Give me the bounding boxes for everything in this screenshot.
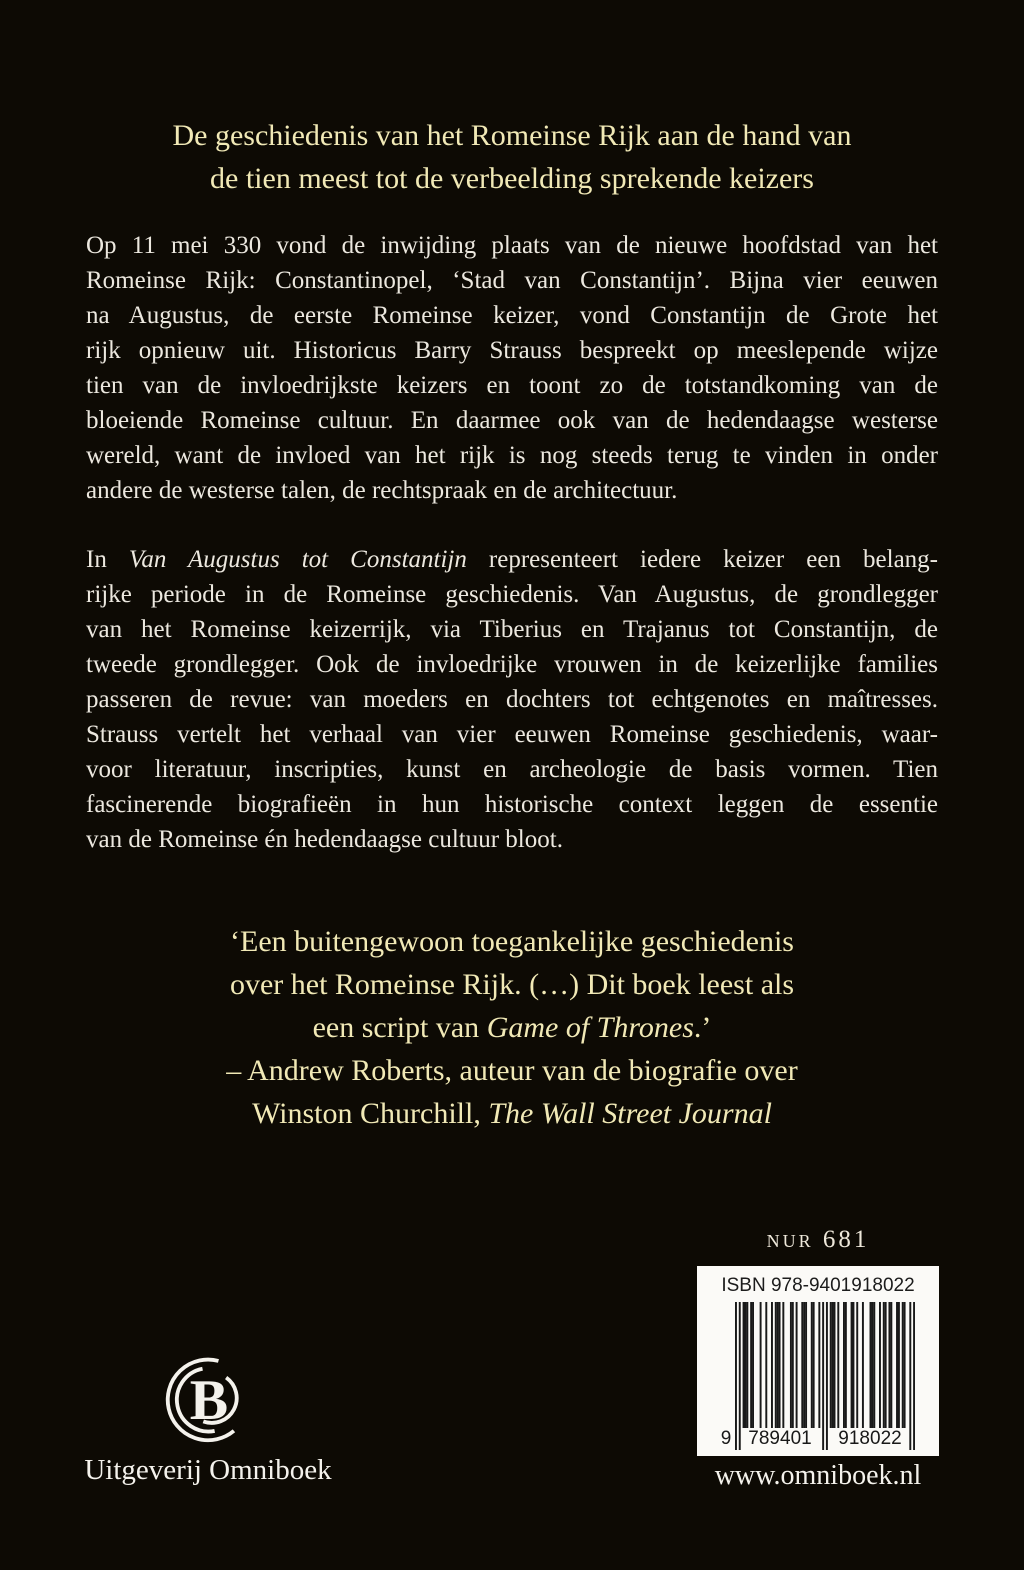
barcode-box: [697, 1266, 939, 1456]
text-line: tien van de invloedrijkste keizers en toont zo de totstandkoming van de: [86, 372, 938, 399]
text-line: Op 11 mei 330 vond de inwijding plaats van de nieuwe hoofdstad van het: [86, 232, 938, 259]
isbn-label: ISBN 978-9401918022: [721, 1275, 915, 1296]
text-line: van de Romeinse én hedendaagse cultuur bloot.: [86, 826, 563, 853]
nur-code: nur 681: [766, 1226, 870, 1253]
text-line: rijke periode in de Romeinse geschiedenis. Van Augustus, de grondlegger: [86, 581, 938, 608]
text-line: passeren de revue: van moeders en dochters tot echtgenotes en maîtresses.: [86, 686, 938, 713]
text-line: fascinerende biografieën in hun historische context leggen de essentie: [86, 791, 938, 818]
text-line: – Andrew Roberts, auteur van de biografie over: [226, 1054, 798, 1087]
text-line: ‘Een buitengewoon toegankelijke geschiedenis: [230, 925, 794, 958]
text-line: wereld, want de invloed van het rijk is nog steeds terug te vinden in onder: [86, 442, 938, 469]
text-line: Romeinse Rijk: Constantinopel, ‘Stad van Constantijn’. Bijna vier eeuwen: [86, 267, 938, 294]
text-line: na Augustus, de eerste Romeinse keizer, vond Constantijn de Grote het: [86, 302, 938, 329]
barcode: [719, 1302, 917, 1452]
review-quote: [0, 920, 1024, 1135]
text-line: over het Romeinse Rijk. (…) Dit boek leest als: [229, 968, 795, 1001]
text-line: rijk opnieuw uit. Historicus Barry Strauss bespreekt op meeslepende wijze: [86, 337, 938, 364]
website-url: www.omniboek.nl: [714, 1460, 922, 1491]
text-line: De geschiedenis van het Romeinse Rijk aan de hand van: [172, 119, 852, 152]
text-line: Winston Churchill, The Wall Street Journal: [252, 1097, 772, 1130]
text-line: bloeiende Romeinse cultuur. En daarmee ook van de hedendaagse westerse: [86, 407, 938, 434]
text-line: van het Romeinse keizerrijk, via Tiberius en Trajanus tot Constantijn, de: [86, 616, 938, 643]
barcode-digit-right-group: 918022: [838, 1428, 902, 1449]
barcode-digit-first: 9: [720, 1428, 732, 1449]
omniboek-logo: [160, 1348, 256, 1448]
text-line: voor literatuur, inscripties, kunst en archeologie de basis vormen. Tien: [86, 756, 938, 783]
text-line: de tien meest tot de verbeelding sprekende keizers: [210, 162, 814, 195]
logo-arcs-icon: [160, 1348, 256, 1448]
barcode-digit-left-group: 789401: [748, 1428, 812, 1449]
text-line: andere de westerse talen, de rechtspraak en de architectuur.: [86, 477, 678, 504]
text-line: een script van Game of Thrones.’: [312, 1011, 712, 1044]
tagline: [0, 114, 1024, 200]
synopsis-paragraph-1: [86, 228, 938, 508]
text-line: In Van Augustus tot Constantijn representeert iedere keizer een belang-: [86, 546, 938, 573]
text-line: Strauss vertelt het verhaal van vier eeuwen Romeinse geschiedenis, waar-: [86, 721, 938, 748]
publisher-name: Uitgeverij Omniboek: [84, 1454, 332, 1486]
logo-letter: B: [189, 1369, 229, 1433]
synopsis-paragraph-2: [86, 542, 938, 857]
text-line: tweede grondlegger. Ook de invloedrijke vrouwen in de keizerlijke families: [86, 651, 938, 678]
